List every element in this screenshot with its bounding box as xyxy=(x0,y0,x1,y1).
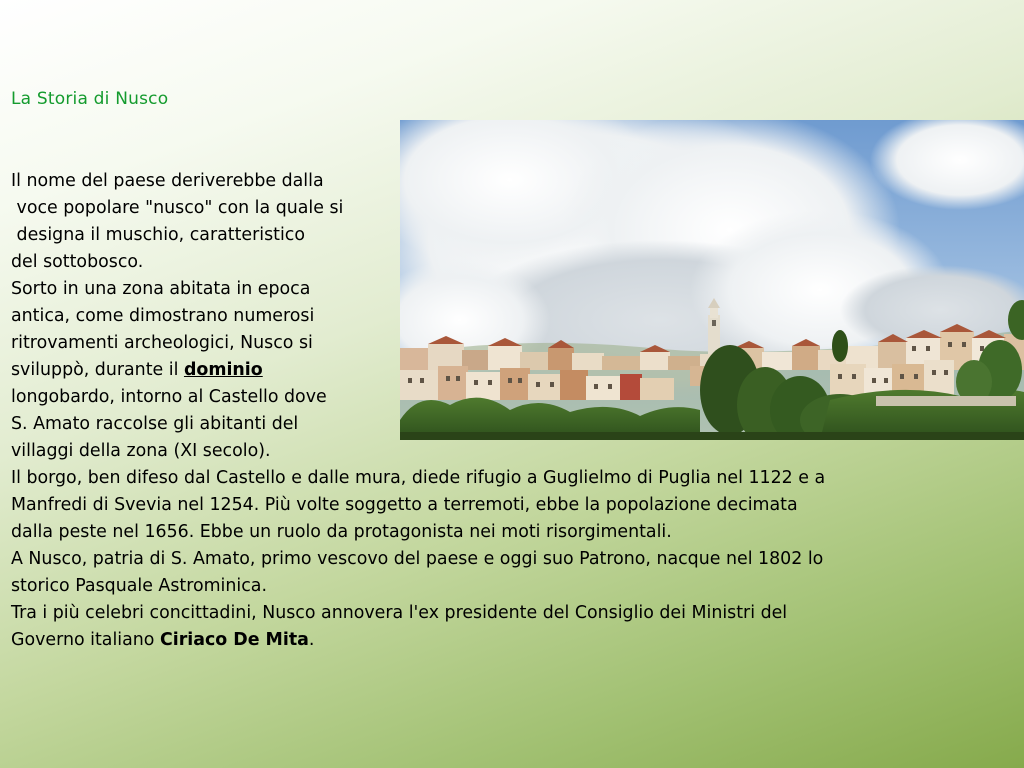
text-fragment: Governo italiano xyxy=(11,630,160,650)
text-line: Manfredi di Svevia nel 1254. Più volte soggetto a terremoti, ebbe la popolazione decimata xyxy=(11,495,798,515)
text-line: Sorto in una zona abitata in epoca xyxy=(11,279,311,299)
text-line: Il borgo, ben difeso dal Castello e dalle mura, diede rifugio a Guglielmo di Puglia nel 1122 e a xyxy=(11,468,826,488)
text-line: longobardo, intorno al Castello dove xyxy=(11,387,327,407)
slide-title: La Storia di Nusco xyxy=(11,89,169,109)
text-line xyxy=(11,360,263,380)
text-line: dalla peste nel 1656. Ebbe un ruolo da protagonista nei moti risorgimentali. xyxy=(11,522,672,542)
text-line: antica, come dimostrano numerosi xyxy=(11,306,315,326)
ciriaco-de-mita-name: Ciriaco De Mita xyxy=(159,630,309,650)
body-text xyxy=(11,141,825,654)
text-line: storico Pasquale Astrominica. xyxy=(11,576,267,596)
text-line: del sottobosco. xyxy=(11,252,144,272)
text-line: A Nusco, patria di S. Amato, primo vescovo del paese e oggi suo Patrono, nacque nel 1802 lo xyxy=(11,549,824,569)
text-fragment: sviluppò, durante il xyxy=(11,360,184,380)
dominio-link[interactable]: dominio xyxy=(183,360,263,380)
text-fragment: . xyxy=(308,630,315,650)
text-line: ritrovamenti archeologici, Nusco si xyxy=(11,333,313,353)
text-line xyxy=(11,630,314,650)
text-line: S. Amato raccolse gli abitanti del xyxy=(11,414,299,434)
text-line: Tra i più celebri concittadini, Nusco annovera l'ex presidente del Consiglio dei Ministri del xyxy=(11,603,788,623)
text-line: villaggi della zona (XI secolo). xyxy=(11,441,271,461)
text-line: voce popolare "nusco" con la quale si xyxy=(11,198,344,218)
text-line: Il nome del paese deriverebbe dalla xyxy=(11,171,324,191)
text-line: designa il muschio, caratteristico xyxy=(11,225,305,245)
